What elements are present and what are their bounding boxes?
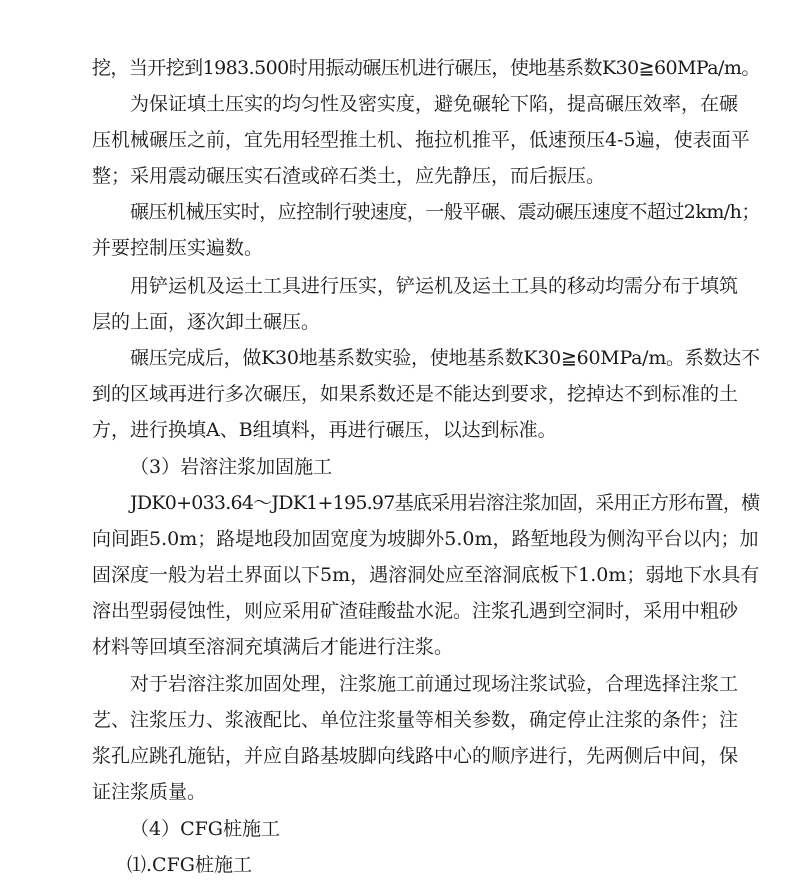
text-line: 向间距5.0m；路堤地段加固宽度为坡脚外5.0m，路堑地段为侧沟平台以内；加 (92, 528, 759, 550)
paragraph-start-line: 用铲运机及运土工具进行压实，铲运机及运土工具的移动均需分布于填筑 (130, 275, 739, 297)
paragraph-start-line: 碾压机械压实时，应控制行驶速度，一般平碾、震动碾压速度不超过2km/h； (130, 201, 760, 223)
subsection-heading: ⑴.CFG桩施工 (127, 854, 252, 876)
text-line: 材料等回填至溶洞充填满后才能进行注浆。 (92, 636, 454, 658)
text-line: 溶出型弱侵蚀性，则应采用矿渣硅酸盐水泥。注浆孔遇到空洞时，采用中粗砂 (92, 600, 739, 622)
text-line: 整；采用震动碾压实石渣或碎石类土，应先静压，而后振压。 (92, 165, 606, 187)
paragraph-start-line: 碾压完成后，做K30地基系数实验，使地基系数K30≧60MPa/m。系数达不 (130, 347, 760, 369)
text-line: 到的区域再进行多次碾压，如果系数还是不能达到要求，挖掉达不到标准的土 (92, 383, 739, 405)
text-line: 挖，当开挖到1983.500时用振动碾压机进行碾压，使地基系数K30≧60MPa/m。 (92, 57, 760, 79)
text-line: 艺、注浆压力、浆液配比、单位注浆量等相关参数，确定停止注浆的条件；注 (92, 709, 739, 731)
text-line: 证注浆质量。 (92, 781, 207, 803)
section-heading: （3）岩溶注浆加固施工 (130, 456, 333, 478)
text-line: 并要控制压实遍数。 (92, 237, 264, 259)
section-heading: （4）CFG桩施工 (130, 818, 280, 840)
paragraph-start-line: 对于岩溶注浆加固处理，注浆施工前通过现场注浆试验，合理选择注浆工 (130, 673, 739, 695)
text-line: 层的上面，逐次卸土碾压。 (92, 311, 321, 333)
paragraph-start-line: JDK0+033.64～JDK1+195.97基底采用岩溶注浆加固，采用正方形布置，横 (130, 492, 760, 514)
text-line: 压机械碾压之前，宜先用轻型推土机、拖拉机推平，低速预压4-5遍，使表面平 (92, 129, 750, 151)
text-line: 浆孔应跳孔施钻，并应自路基坡脚向线路中心的顺序进行，先两侧后中间，保 (92, 745, 739, 767)
text-line: 固深度一般为岩土界面以下5m，遇溶洞处应至溶洞底板下1.0m；弱地下水具有 (92, 564, 760, 586)
text-line: 方，进行换填A、B组填料，再进行碾压，以达到标准。 (92, 419, 557, 441)
paragraph-start-line: 为保证填土压实的均匀性及密实度，避免碾轮下陷，提高碾压效率，在碾 (130, 93, 739, 115)
